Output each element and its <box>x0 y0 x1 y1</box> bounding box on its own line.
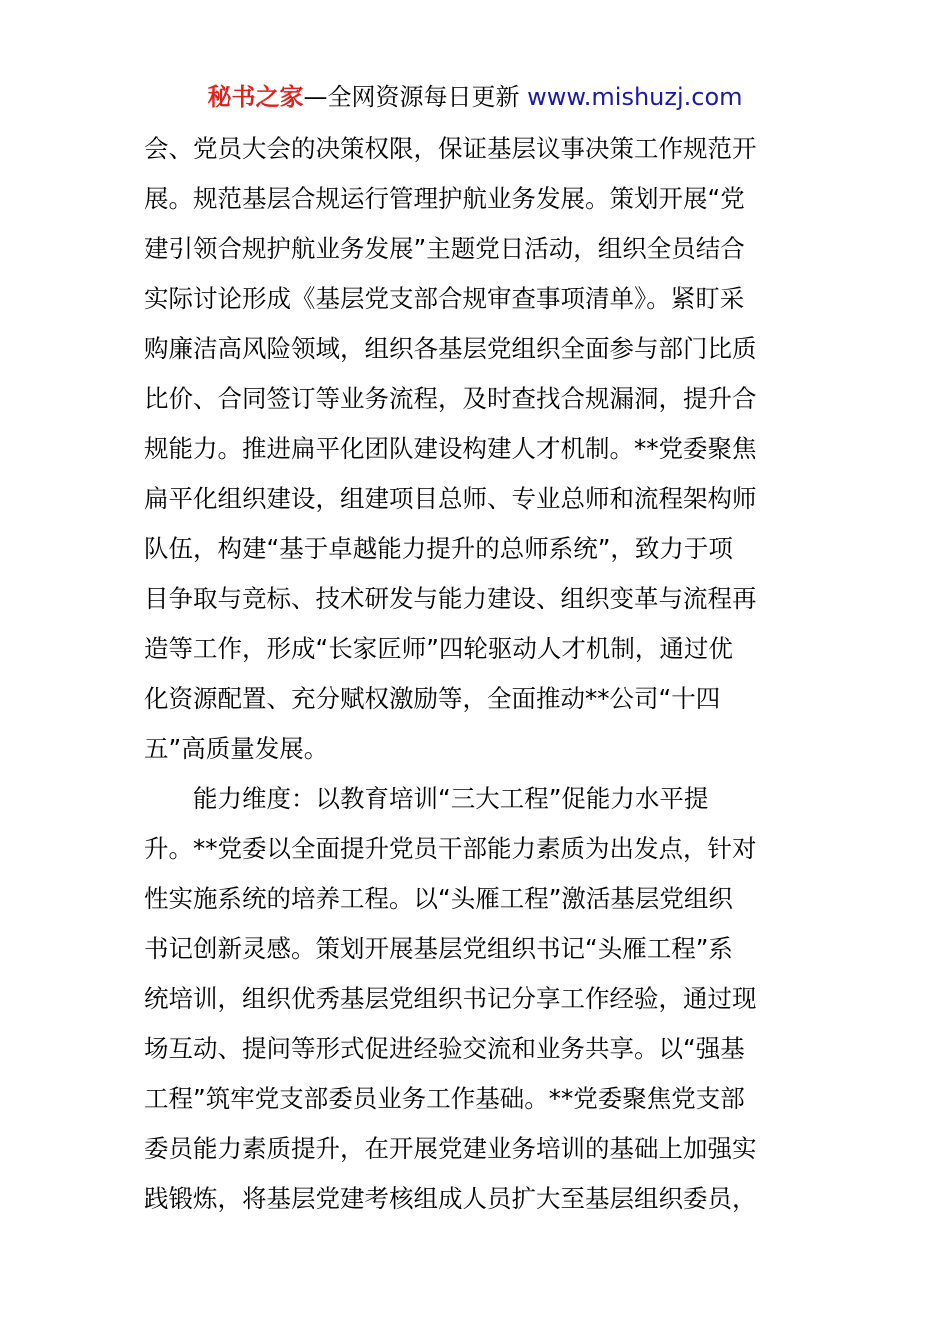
text-line: 比价、合同签订等业务流程，及时查找合规漏洞，提升合 <box>144 384 757 413</box>
text-line: 委员能力素质提升，在开展党建业务培训的基础上加强实 <box>144 1134 757 1163</box>
text-line: 购廉洁高风险领域，组织各基层党组织全面参与部门比质 <box>144 334 757 363</box>
text-line: 会、党员大会的决策权限，保证基层议事决策工作规范开 <box>144 134 757 163</box>
text-line: 化资源配置、充分赋权激励等，全面推动**公司“十四 <box>144 684 721 713</box>
paragraph-first-line: 能力维度：以教育培训“三大工程”促能力水平提 <box>193 784 709 813</box>
text-line: 规能力。推进扁平化团队建设构建人才机制。**党委聚焦 <box>144 434 757 463</box>
text-line: 升。**党委以全面提升党员干部能力素质为出发点，针对 <box>144 834 757 863</box>
text-line: 造等工作，形成“长家匠师”四轮驱动人才机制，通过优 <box>144 634 733 663</box>
text-line: 扁平化组织建设，组建项目总师、专业总师和流程架构师 <box>144 484 757 513</box>
text-line: 队伍，构建“基于卓越能力提升的总师系统”，致力于项 <box>144 534 733 563</box>
text-line: 场互动、提问等形式促进经验交流和业务共享。以“强基 <box>144 1034 745 1063</box>
document-body <box>144 124 808 1224</box>
text-line: 建引领合规护航业务发展”主题党日活动，组织全员结合 <box>144 234 745 263</box>
site-brand: 秘书之家 <box>207 83 304 111</box>
text-line: 工程”筑牢党支部委员业务工作基础。**党委聚焦党支部 <box>144 1084 745 1113</box>
text-line: 目争取与竞标、技术研发与能力建设、组织变革与流程再 <box>144 584 757 613</box>
site-tagline: —全网资源每日更新 <box>303 83 520 111</box>
text-line: 性实施系统的培养工程。以“头雁工程”激活基层党组织 <box>144 884 733 913</box>
text-line: 实际讨论形成《基层党支部合规审查事项清单》。紧盯采 <box>144 284 745 313</box>
text-line: 书记创新灵感。策划开展基层党组织书记“头雁工程”系 <box>144 934 733 963</box>
text-line: 五”高质量发展。 <box>144 734 329 763</box>
site-url-link[interactable]: www.mishuzj.com <box>527 83 743 111</box>
site-header <box>0 80 950 114</box>
text-line: 践锻炼，将基层党建考核组成人员扩大至基层组织委员， <box>144 1184 757 1213</box>
text-line: 统培训，组织优秀基层党组织书记分享工作经验，通过现 <box>144 984 757 1013</box>
text-line: 展。规范基层合规运行管理护航业务发展。策划开展“党 <box>144 184 745 213</box>
